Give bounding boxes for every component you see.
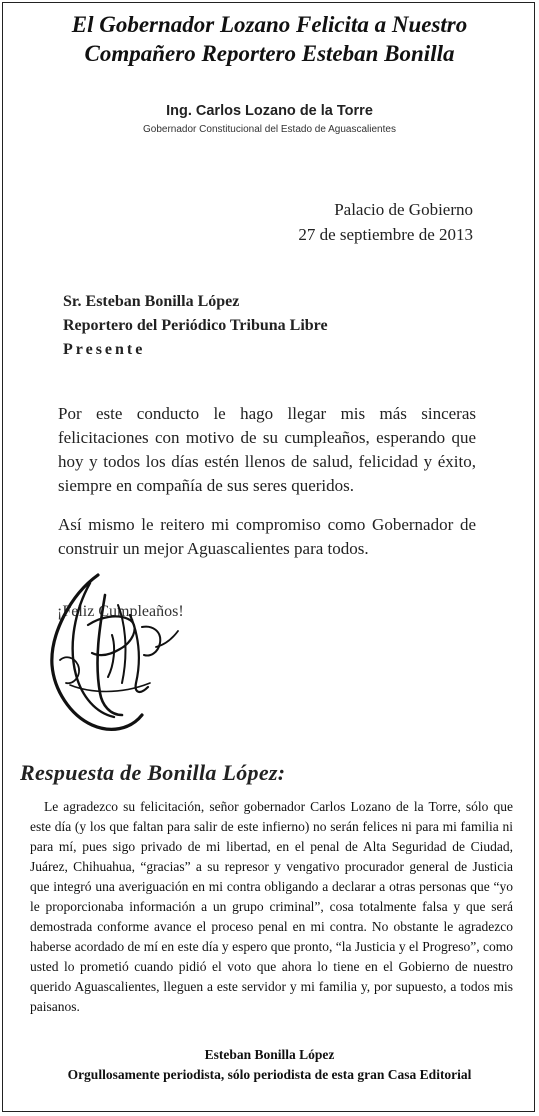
letter-place-date xyxy=(298,197,473,247)
letterhead-name: Ing. Carlos Lozano de la Torre xyxy=(166,103,373,119)
addressee-role: Reportero del Periódico Tribuna Libre xyxy=(63,317,328,334)
headline-line-2: Compañero Reportero Esteban Bonilla xyxy=(84,41,455,66)
response-signature-name: Esteban Bonilla López xyxy=(204,1047,335,1062)
letter-paragraph-2: Así mismo le reitero mi compromiso como Gobernador de construir un mejor Aguascalientes para todos. xyxy=(58,515,476,558)
addressee-greeting: Presente xyxy=(63,341,146,358)
letter-paragraph-1: Por este conducto le hago llegar mis más sinceras felicitaciones con motivo de su cumpleaños, esperando que hoy y todos los días estén llenos de salud, felicidad y éxito, siempre en compañía de sus seres queridos. xyxy=(58,404,476,495)
letter-closing: ¡Feliz Cumpleaños! xyxy=(57,603,184,620)
letter-place: Palacio de Gobierno xyxy=(334,200,473,219)
addressee-name: Sr. Esteban Bonilla López xyxy=(63,293,240,310)
response-body: Le agradezco su felicitación, señor gobernador Carlos Lozano de la Torre, sólo que este día (y los que faltan para salir de este infierno) no serán felices ni para mi familia ni para mí, pues sigo privado de mi libertad, en el penal de Alta Seguridad de Ciudad, Juárez, Chihuahua, “gracias” a su represor y vengativo procurador general de Justicia que integró una averiguación en mi contra obligando a declarar a otras personas que “yo le proporcionaba información a un grupo criminal”, cosa totalmente falsa y que será demostrada conforme avance el proceso penal en mi contra. No obstante le agradezco haberse acordado de mí en este día y espero que pronto, “la Justicia y el Progreso”, como usted lo prometió cuando pidió el voto que ahora lo tiene en el Gobierno de nuestro querido Aguascalientes, lleguen a este servidor y mi familia y, por supuesto, a todos mis paisanos. xyxy=(30,799,513,1014)
letterhead-title: Gobernador Constitucional del Estado de Aguascalientes xyxy=(143,124,396,135)
letter-date: 27 de septiembre de 2013 xyxy=(298,225,473,244)
response-signature-line: Orgullosamente periodista, sólo periodista de esta gran Casa Editorial xyxy=(67,1067,472,1082)
handwritten-signature xyxy=(30,565,190,740)
addressee-block xyxy=(63,290,328,362)
headline-line-1: El Gobernador Lozano Felicita a Nuestro xyxy=(71,12,468,37)
headline xyxy=(0,10,539,68)
response-title: Respuesta de Bonilla López: xyxy=(20,760,286,785)
